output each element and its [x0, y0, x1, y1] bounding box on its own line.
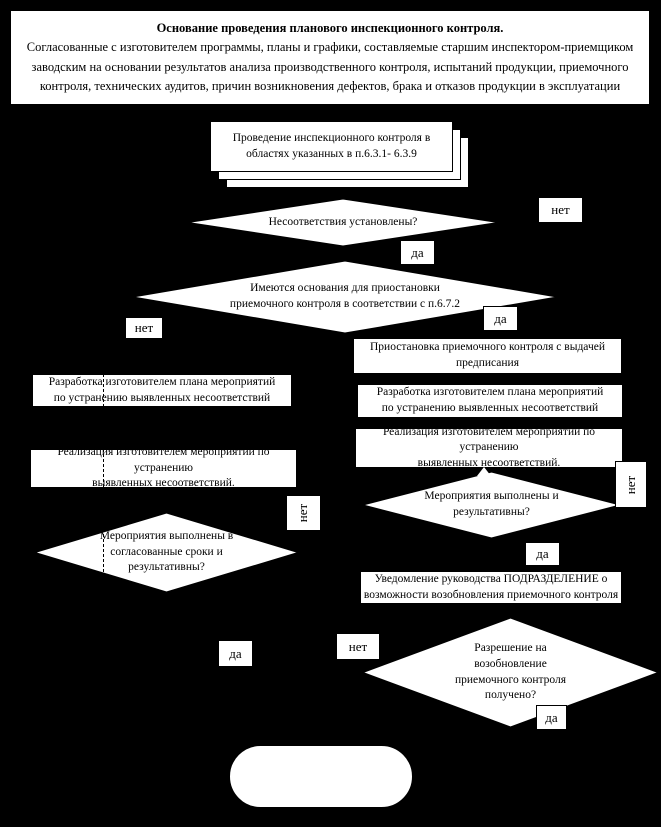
process-implement-left-line-1: Реализация изготовителем мероприятий по устранению: [57, 446, 270, 474]
banner-line-3: контроля, технических аудитов, причин возникновения дефектов, брака и отказов продукции в эксплуатации: [39, 78, 621, 93]
process-suspend-line-1: Приостановка приемочного контроля с выдачей: [370, 341, 605, 354]
process-implement-left: [30, 446, 297, 490]
decision-measures-effective-right: [363, 472, 620, 538]
process-notify-line-1: Уведомление руководства ПОДРАЗДЕЛЕНИЕ о: [374, 572, 608, 585]
banner-title: Основание проведения планового инспекционного контроля.: [156, 20, 504, 35]
label-yes-2: да: [483, 306, 518, 331]
process-implement-left-line-2: выявленных несоответствий.: [92, 477, 235, 490]
decision-4-line-3: результативны?: [128, 561, 205, 574]
start-stack-line-1: Проведение инспекционного контроля в: [232, 131, 431, 144]
decision-resume-permission: [363, 618, 658, 727]
process-plan-right-line-1: Разработка изготовителем плана мероприятий: [376, 386, 604, 399]
decision-4-line-2: согласованные сроки и: [110, 545, 223, 558]
label-yes-3: да: [525, 542, 560, 566]
process-suspend-line-2: предписания: [456, 357, 519, 369]
process-plan-left-line-2: по устранению выявленных несоответствий: [53, 391, 271, 404]
process-plan-right: [357, 384, 623, 418]
start-stack-box: [210, 121, 453, 172]
start-stack-line-2: областях указанных в п.6.3.1- 6.3.9: [246, 147, 417, 160]
decision-nonconformities-found: [188, 199, 498, 246]
label-no-3-rotated: нет: [615, 461, 647, 508]
decision-5-line-1: Разрешение на: [474, 642, 547, 655]
decision-4-line-1: Мероприятия выполнены в: [99, 530, 234, 543]
dashed-connector-line: [103, 374, 104, 592]
decision-5-line-3: приемочного контроля: [454, 673, 567, 686]
process-implement-right-line-1: Реализация изготовителем мероприятий по устранению: [382, 425, 596, 454]
label-no-5: нет: [336, 633, 380, 660]
label-yes-4: да: [218, 640, 253, 667]
decision-measures-effective-left: [35, 513, 298, 592]
label-no-2: нет: [125, 317, 163, 339]
process-implement-right: [355, 425, 623, 469]
decision-2-line-1: Имеются основания для приостановки: [250, 282, 440, 295]
arrow-up-icon: [477, 467, 491, 476]
banner-line-1: Согласованные с изготовителем программы, планы и графики, составляемые старшим инспектором-приемщиком: [26, 40, 634, 55]
decision-3-line-2: результативны?: [453, 506, 530, 518]
decision-5-line-4: получено?: [484, 689, 537, 702]
decision-2-line-2: приемочного контроля в соответствии с п.6.7.2: [229, 298, 461, 310]
process-implement-right-line-2: выявленных несоответствий.: [417, 456, 561, 469]
process-notify-line-2: возможности возобновления приемочного контроля: [363, 588, 619, 601]
banner-basis-box: [10, 10, 650, 105]
process-suspend-acceptance: [353, 338, 622, 374]
banner-line-2: заводским на основании результатов анализа производственного контроля, испытаний продукции, приемочного: [31, 59, 629, 74]
label-yes-1: да: [400, 240, 435, 265]
label-yes-5: да: [536, 705, 567, 730]
process-plan-left-line-1: Разработка изготовителем плана мероприятий: [48, 375, 276, 388]
process-notify-management: [360, 571, 622, 604]
decision-3-line-1: Мероприятия выполнены и: [424, 490, 559, 503]
terminator-end: [229, 745, 413, 808]
decision-5-line-2: возобновление: [474, 657, 547, 670]
decision-1-text: Несоответствия установлены?: [268, 215, 418, 228]
label-no-1: нет: [538, 197, 583, 223]
process-plan-left: [32, 374, 292, 407]
process-plan-right-line-2: по устранению выявленных несоответствий: [381, 402, 599, 414]
label-no-4-rotated: нет: [286, 495, 321, 531]
